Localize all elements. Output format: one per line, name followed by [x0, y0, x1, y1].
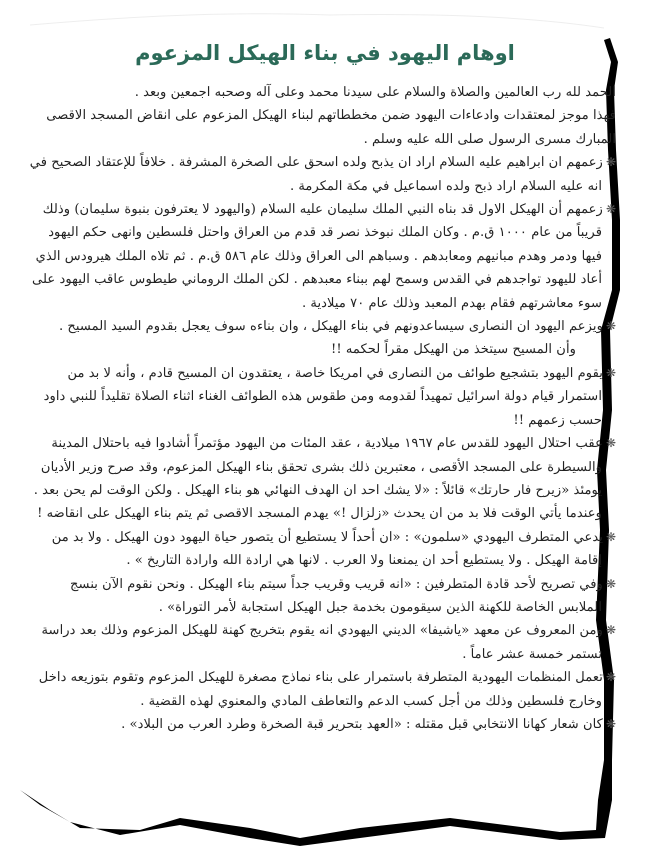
- bullet-star-icon: ❋: [605, 623, 616, 638]
- bullet-star-icon: ❋: [605, 716, 616, 731]
- claim-item: [26, 362, 616, 432]
- intro-paragraph-2: فهذا موجز لمعتقدات وادعاءات اليهود ضمن مخططاتهم لبناء الهيكل المزعوم على انقاض المسجد الاقصى المبارك مسرى الرسول صلى الله عليه وسلم .: [46, 108, 616, 147]
- claim-closing-line: وأن المسيح سيتخذ من الهيكل مقراً لحكمه !!: [331, 342, 576, 358]
- claim-text: كان شعار كهانا الانتخابي قبل مقتله : «العهد بتحرير قبة الصخرة وطرد العرب من البلاد» .: [121, 716, 603, 732]
- claim-text: زعمهم أن الهيكل الاول قد بناه النبي الملك سليمان عليه السلام (واليهود لا يعترفون بنبوة سليمان) وذلك قريباً من عام ١٠٠٠ ق.م . وكان الملك نبوخذ نصر قد قدم من العراق واحتل فلسطين وانهى حكم اليهود فيها ودمر وهدم مبانيهم ومعابدهم . وسباهم الى العراق وذلك عام ٥٨٦ ق.م . ثم تلاه الملك هيرودس الذي أعاد لليهود تواجدهم في القدس وسمح لهم ببناء معبدهم . لكن الملك الروماني طيطوس عاقب اليهود على سوء معاشرتهم فقام بهدم المعبد وذلك عام ٧٠ ميلادية .: [32, 202, 603, 311]
- claim-text: تعمل المنظمات اليهودية المتطرفة باستمرار على بناء نماذج مصغرة للهيكل المزعوم وتقوم بتوزيعه داخل وخارج فلسطين وذلك من أجل كسب الدعم والتعاطف المادي والمعنوي لهذه القضية .: [38, 670, 603, 709]
- claim-item: [26, 713, 616, 736]
- bullet-star-icon: ❋: [605, 436, 616, 451]
- claim-item: [26, 619, 616, 666]
- claim-text: يدعي المتطرف اليهودي «سلمون» : «ان أحداً لا يستطيع أن يتصور حياة اليهود دون الهيكل . ولا بد من إقامة الهيكل . ولا يستطيع أحد ان يمنعنا ولا العرب . لانها هي ارادة الله وارادة التاريخ » .: [51, 529, 603, 569]
- claim-item: [26, 666, 616, 713]
- claim-item: [26, 315, 616, 338]
- document-body: [26, 81, 616, 736]
- claim-item: [26, 573, 616, 620]
- claim-text: زعمهم ان ابراهيم عليه السلام اراد ان يذبح ولده اسحق على الصخرة المشرفة . خلافاً للإعتقاد الصحيح في انه عليه السلام اراد ذبح ولده اسماعيل في مكة المكرمة .: [29, 155, 603, 194]
- claim-item: [26, 526, 616, 573]
- bullet-star-icon: ❋: [605, 155, 616, 170]
- claim-item: [26, 198, 616, 315]
- claim-item: [26, 151, 616, 198]
- claim-item: [26, 432, 616, 526]
- claim-text: ومن المعروف عن معهد «ياشيفا» الديني اليهودي انه يقوم بتخريج كهنة للهيكل المزعوم وذلك بعد دراسة تستمر خمسة عشر عاماً .: [41, 623, 603, 662]
- document-title: اوهام اليهود في بناء الهيكل المزعوم: [135, 41, 515, 65]
- claim-text: يقوم اليهود بتشجيع طوائف من النصارى في امريكا خاصة ، يعتقدون ان المسيح قادم ، وأنه لا بد من استمرار قيام دولة اسرائيل تمهيداً لقدومه ومن طقوس هذه الطوائف الغناء اثناء الصلاة تقليداً للنبي داود حسب زعمهم !!: [43, 365, 603, 428]
- claim-text: عقب احتلال اليهود للقدس عام ١٩٦٧ ميلادية ، عقد المئات من اليهود مؤتمراً أشادوا فيه باحتلال المدينة والسيطرة على المسجد الأقصى ، معتبرين ذلك بشرى تحقق بناء الهيكل المزعوم، وقد صرح وزير الأديان يومئذ «زيرح فار حارتك» قائلاً : «لا يشك احد ان الهدف النهائي هو بناء الهيكل . ولكن الوقت لم يحن بعد . وعندما يأتي الوقت فلا بد من ان يحدث «زلزال !» يهدم المسجد الاقصى ثم يتم بناء الهيكل على انقاضه !: [33, 436, 603, 522]
- bullet-star-icon: ❋: [605, 319, 616, 334]
- document-page: [20, 25, 630, 825]
- bullet-star-icon: ❋: [605, 202, 616, 217]
- bullet-star-icon: ❋: [605, 365, 616, 380]
- claim-text: ويزعم اليهود ان النصارى سيساعدونهم في بناء الهيكل ، وان بناءه سوف يعجل بقدوم السيد المسيح .: [58, 319, 603, 335]
- bullet-star-icon: ❋: [605, 529, 616, 544]
- intro-paragraph-1: الحمد لله رب العالمين والصلاة والسلام على سيدنا محمد وعلى آله وصحبه اجمعين وبعد .: [134, 85, 616, 100]
- bullet-star-icon: ❋: [605, 670, 616, 685]
- bullet-star-icon: ❋: [605, 576, 616, 591]
- claims-list: [26, 151, 616, 736]
- claim-text: وفي تصريح لأحد قادة المتطرفين : «انه قريب وقريب جداً سيتم بناء الهيكل . ونحن نقوم الآن بنسج الملابس الخاصة للكهنة الذين سيقومون بخدمة جبل الهيكل استجابة لأمر التوراة» .: [70, 576, 603, 615]
